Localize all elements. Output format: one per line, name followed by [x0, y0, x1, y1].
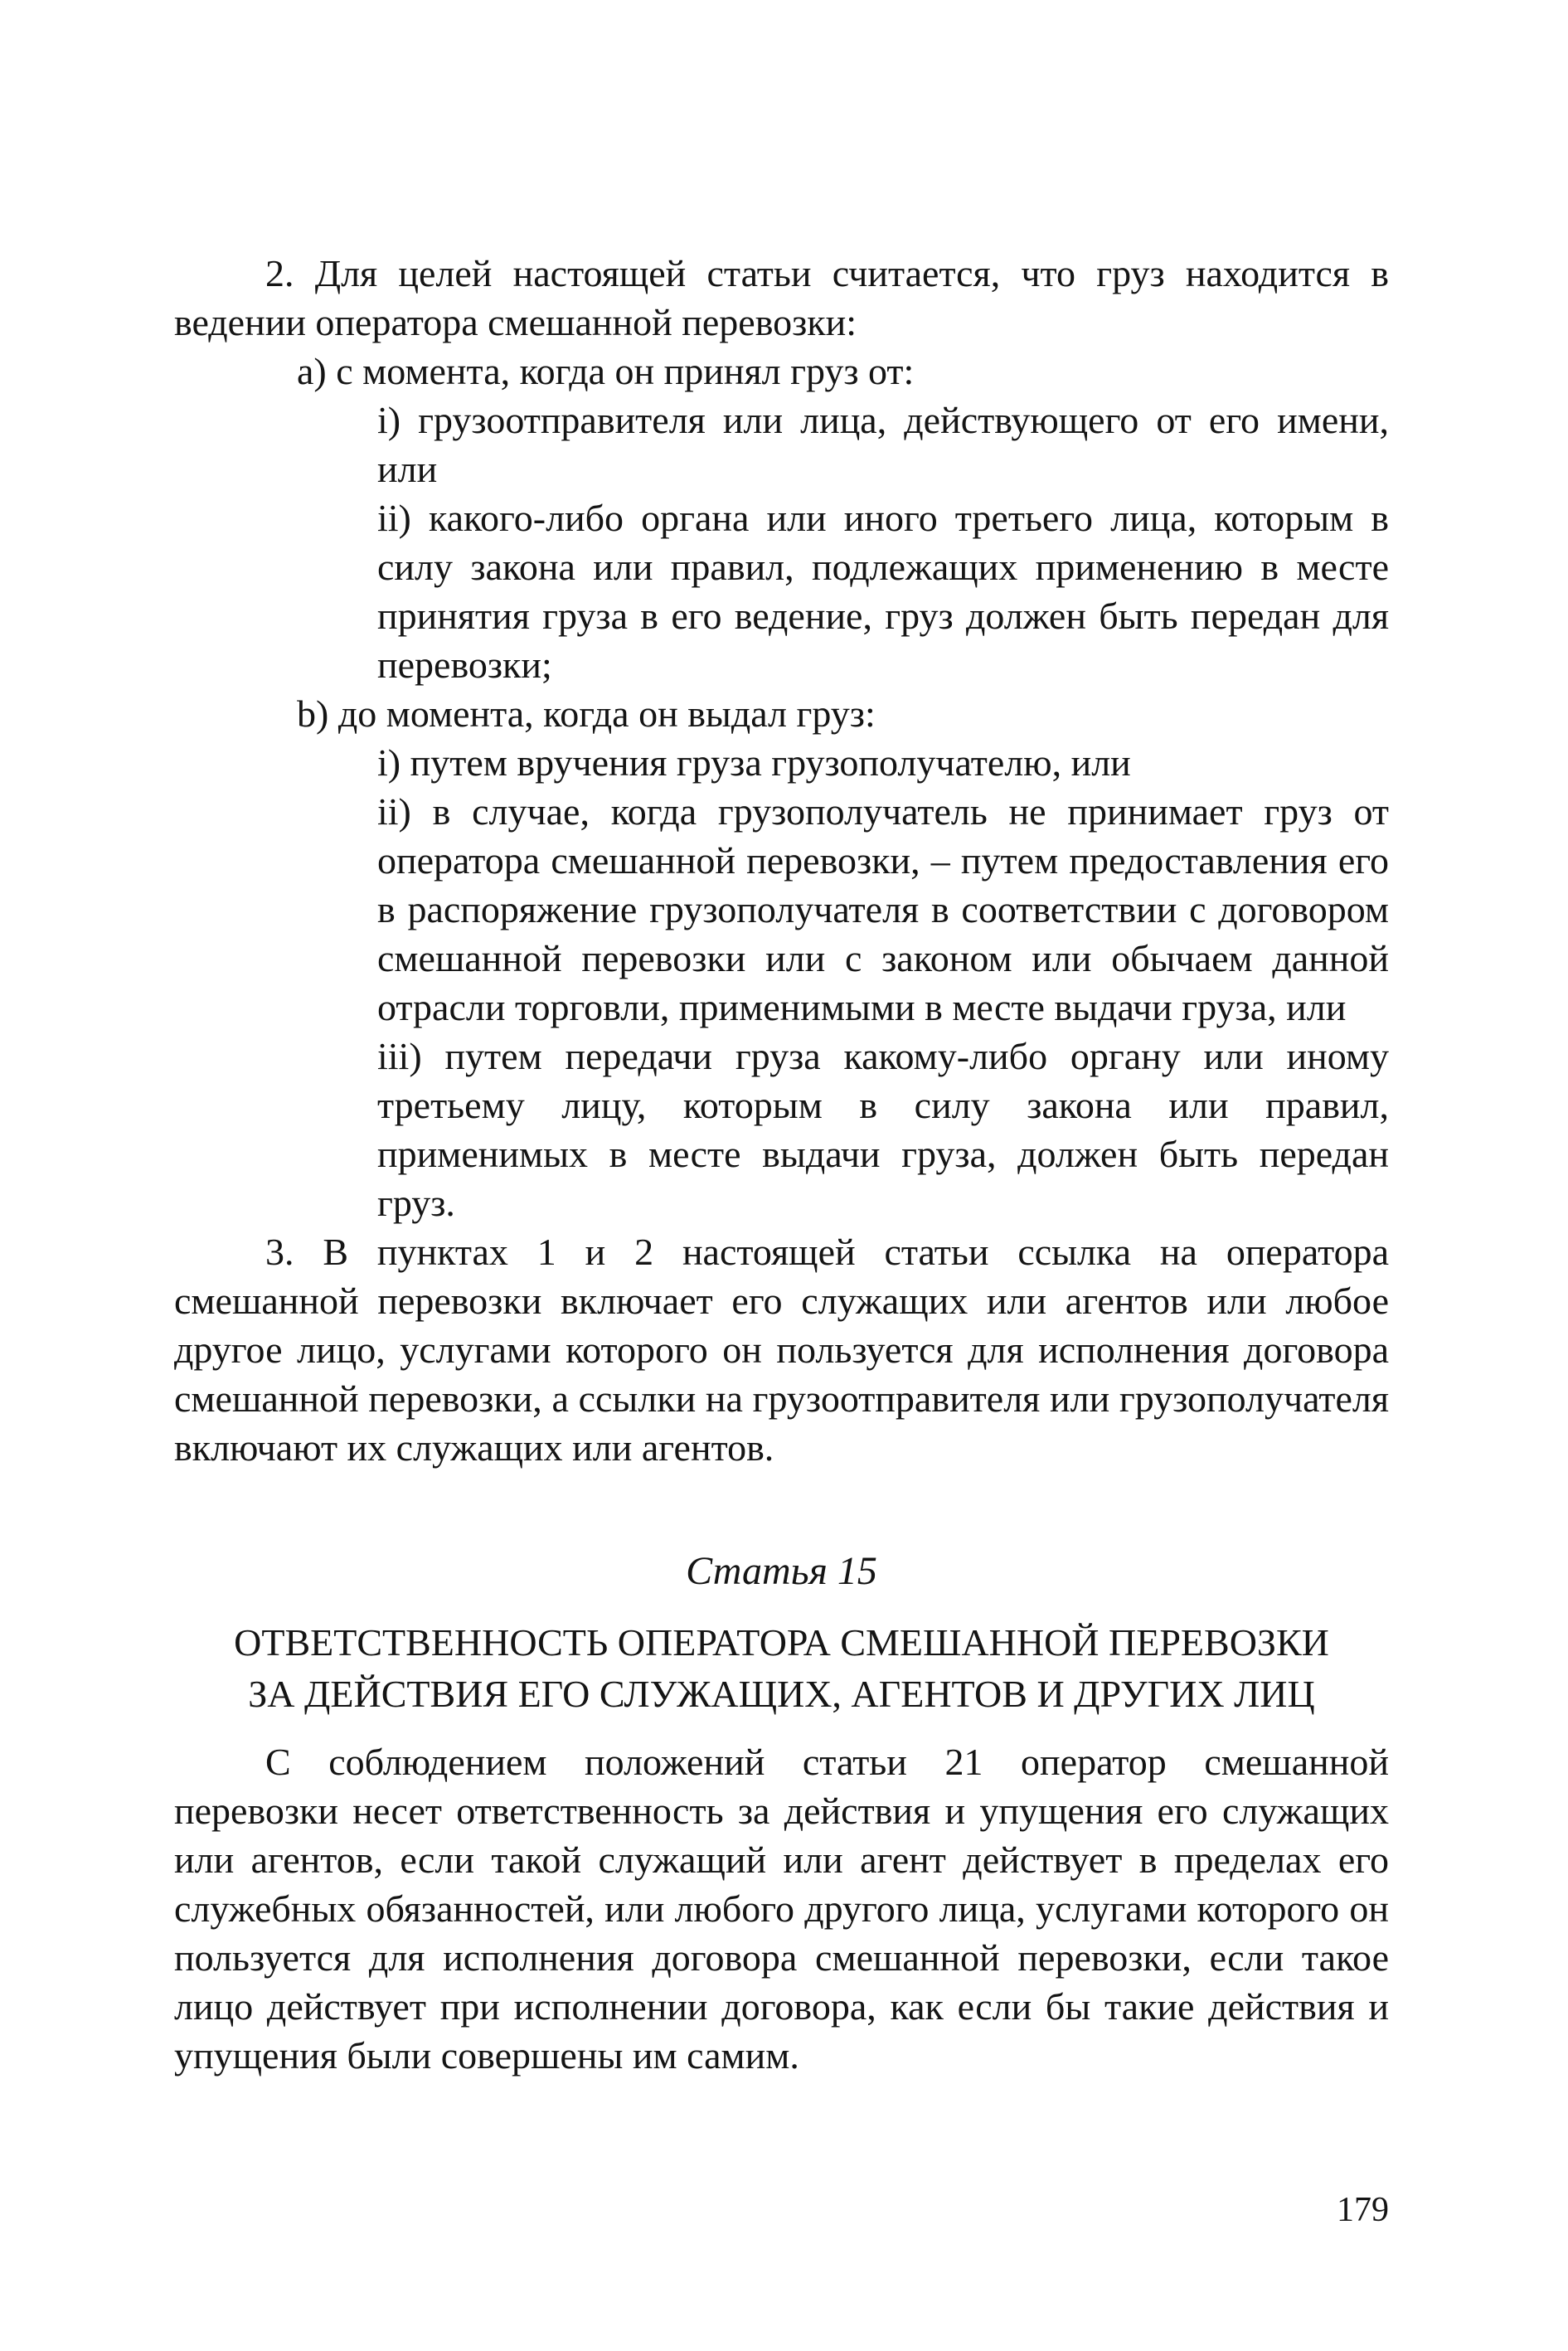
page-number: 179	[1337, 2191, 1389, 2229]
subparagraph-b-i: i) путем вручения груза грузополучателю, или	[377, 741, 1131, 784]
article-15-body	[174, 1737, 1389, 2080]
subparagraph-b-ii: ii) в случае, когда грузополучатель не принимает груз от оператора смешанной перевозки, – путем предоставления его в распоряжение грузополучателя в соответствии с договором смешанной перевозки или с законом или обычаем данной отрасли торговли, применимыми в месте выдачи груза, или	[377, 790, 1389, 1028]
subparagraph-a-i: i) грузоотправителя или лица, действующего от его имени, или	[377, 399, 1389, 490]
article-15-paragraph: С соблюдением положений статьи 21 оператор смешанной перевозки несет ответственность за действия и упущения его служащих или агентов, если такой служащий или агент действует в пределах его служебных обязанностей, или любого другого лица, услугами которого он пользуется для исполнения договора смешанной перевозки, если такое лицо действует при исполнении договора, как если бы такие действия и упущения были совершены им самим.	[174, 1741, 1389, 2077]
subparagraph-a-ii: ii) какого-либо органа или иного третьего лица, которым в силу закона или правил, подлежащих применению в месте принятия груза в его ведение, груз должен быть передан для перевозки;	[377, 497, 1389, 686]
paragraph-3: 3. В пунктах 1 и 2 настоящей статьи ссылка на оператора смешанной перевозки включает его служащих или агентов или любое другое лицо, услугами которого он пользуется для исполнения договора смешанной перевозки, а ссылки на грузоотправителя или грузополучателя включают их служащих или агентов.	[174, 1231, 1389, 1469]
article-14-continuation	[174, 249, 1389, 1472]
subparagraph-b-iii: iii) путем передачи груза какому-либо органу или иному третьему лицу, которым в силу закона или правил, применимых в месте выдачи груза, должен быть передан груз.	[377, 1035, 1389, 1224]
subparagraph-b: b) до момента, когда он выдал груз:	[297, 692, 876, 735]
article-heading	[174, 1617, 1389, 1720]
paragraph-2: 2. Для целей настоящей статьи считается, что груз находится в ведении оператора смешанной перевозки:	[174, 252, 1389, 343]
article-heading-line-2: ЗА ДЕЙСТВИЯ ЕГО СЛУЖАЩИХ, АГЕНТОВ И ДРУГИХ ЛИЦ	[248, 1673, 1315, 1715]
article-number: Статья 15	[686, 1549, 877, 1593]
article-heading-line-1: ОТВЕТСТВЕННОСТЬ ОПЕРАТОРА СМЕШАННОЙ ПЕРЕВОЗКИ	[234, 1621, 1329, 1664]
subparagraph-a: a) с момента, когда он принял груз от:	[297, 350, 915, 392]
